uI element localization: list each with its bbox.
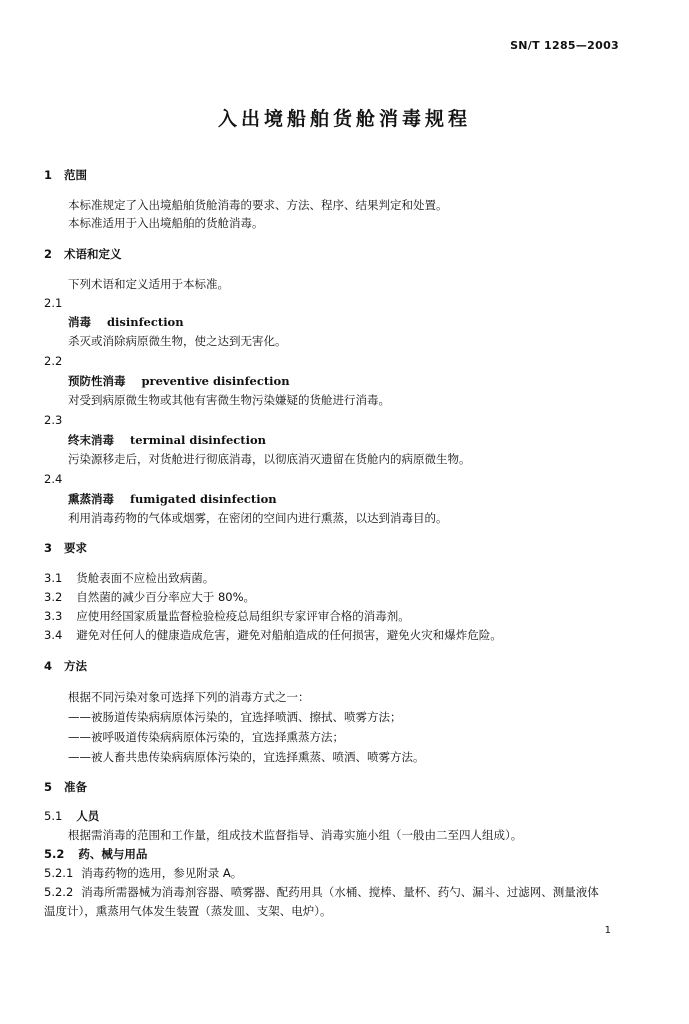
clause-number: 5.2 [44,847,65,861]
section-1-number: 1 [44,168,53,182]
clause-text: 应使用经国家质量监督检验检疫总局组织专家评审合格的消毒剂。 [76,609,410,623]
clause-text: 避免对任何人的健康造成危害，避免对船舶造成的任何损害，避免火灾和爆炸危险。 [76,628,502,642]
subsection-heading [44,846,147,862]
section-4-intro: 根据不同污染对象可选择下列的消毒方式之一： [68,690,310,704]
section-2-number: 2 [44,247,53,261]
clause-number: 3.4 [44,628,63,642]
section-3-number: 3 [44,541,53,555]
standard-number: SN/T 1285—2003 [510,39,619,52]
clause-number: 2.1 [44,296,63,310]
term-zh: 预防性消毒 [68,374,126,388]
clause-text: 货舱表面不应检出致病菌。 [76,571,215,585]
section-1-paragraph: 本标准规定了入出境船舶货舱消毒的要求、方法、程序、结果判定和处置。 [68,198,448,212]
clause-text: 消毒所需器械为消毒剂容器、喷雾器、配药用具（水桶、搅棒、量杯、药勺、漏斗、过滤网、测量液体 [81,885,599,899]
list-item: ——被呼吸道传染病病原体污染的，宜选择熏蒸方法； [68,730,344,744]
term-en: fumigated disinfection [130,492,277,506]
section-2-heading: 术语和定义 [64,247,122,261]
term-en: disinfection [107,315,184,329]
list-item [44,589,255,605]
term-definition: 污染源移走后，对货舱进行彻底消毒，以彻底消灭遗留在货舱内的病原微生物。 [68,452,471,466]
section-3-heading: 要求 [64,541,87,555]
list-item [44,627,502,643]
term-heading [68,373,290,389]
term-definition: 利用消毒药物的气体或烟雾，在密闭的空间内进行熏蒸，以达到消毒目的。 [68,511,448,525]
section-2-intro: 下列术语和定义适用于本标准。 [68,277,229,291]
clause-text: 根据需消毒的范围和工作量，组成技术监督指导、消毒实施小组（一般由二至四人组成）。 [68,828,523,842]
list-item [44,884,599,900]
clause-number: 2.4 [44,472,63,486]
term-zh: 消毒 [68,315,91,329]
subsection-heading [44,808,99,824]
section-4-heading: 方法 [64,659,87,673]
section-5-heading: 准备 [64,780,87,794]
clause-text-continued: 温度计），熏蒸用气体发生装置（蒸发皿、支架、电炉）。 [44,904,332,918]
term-definition: 对受到病原微生物或其他有害微生物污染嫌疑的货舱进行消毒。 [68,393,390,407]
clause-number: 5.2.1 [44,866,74,880]
term-heading [68,314,184,330]
clause-number: 2.3 [44,413,63,427]
clause-title: 人员 [76,809,100,823]
list-item: ——被肠道传染病病原体污染的，宜选择喷洒、擦拭、喷雾方法； [68,710,402,724]
clause-number: 2.2 [44,354,63,368]
term-zh: 熏蒸消毒 [68,492,114,506]
clause-text: 消毒药物的选用，参见附录 A。 [81,866,243,880]
clause-title: 药、械与用品 [78,847,148,861]
list-item [44,570,214,586]
page-number: 1 [604,925,611,936]
clause-number: 5.1 [44,809,63,823]
clause-number: 5.2.2 [44,885,74,899]
section-5-number: 5 [44,780,53,794]
term-en: preventive disinfection [141,374,290,388]
term-zh: 终末消毒 [68,433,114,447]
clause-number: 3.2 [44,590,63,604]
section-4-number: 4 [44,659,53,673]
term-heading [68,432,266,448]
list-item [44,865,242,881]
clause-number: 3.3 [44,609,63,623]
list-item: ——被人畜共患传染病病原体污染的，宜选择熏蒸、喷洒、喷雾方法。 [68,750,425,764]
clause-text: 自然菌的减少百分率应大于 80%。 [76,590,256,604]
section-1-heading: 范围 [64,168,87,182]
list-item [44,608,410,624]
section-1-paragraph: 本标准适用于入出境船舶的货舱消毒。 [68,216,264,230]
document-title: 入出境船舶货舱消毒规程 [217,108,471,130]
term-en: terminal disinfection [130,433,267,447]
term-definition: 杀灭或消除病原微生物，使之达到无害化。 [68,334,287,348]
term-heading [68,491,277,507]
clause-number: 3.1 [44,571,63,585]
